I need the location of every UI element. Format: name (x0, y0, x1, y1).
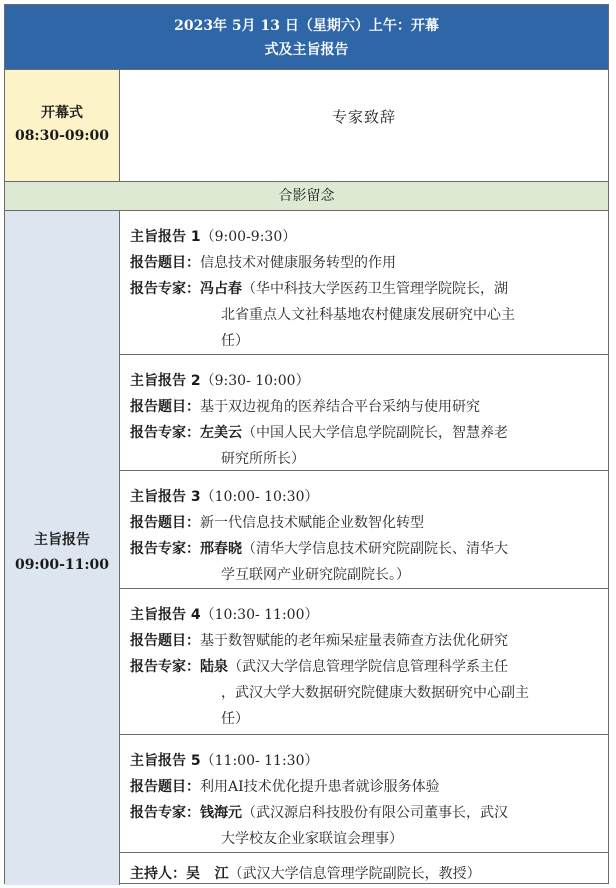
talk-heading: 主旨报告 2 (130, 373, 201, 389)
talk-title-line (130, 512, 424, 532)
speaker-affiliation: （清华大学信息技术研究院副院长、清华大 (242, 541, 508, 557)
header-line-1: 2023年 5月 13 日（星期六）上午：开幕 (174, 18, 439, 34)
speaker-affiliation-cont: 任） (221, 333, 249, 349)
talk-title-line (130, 776, 440, 796)
talk-title-line (130, 630, 508, 650)
talk-time: （11:00- 11:30） (200, 753, 319, 769)
talk-heading-line (130, 370, 310, 390)
keynote-talk-1 (120, 211, 608, 355)
opening-session-time: 08:30-09:00 (14, 128, 110, 144)
host-affiliation: （武汉大学信息管理学院副院长，教授） (228, 866, 481, 882)
speaker-name: 钱海元 (200, 805, 242, 821)
talk-expert-line (130, 656, 508, 676)
speaker-affiliation-cont: 任） (221, 711, 249, 727)
host-line (130, 863, 481, 883)
speaker-affiliation: （武汉大学信息管理学院信息管理科学系主任 (228, 659, 508, 675)
talk-title-line (130, 252, 396, 272)
speaker-name: 陆泉 (200, 659, 228, 675)
talk-title: 基于数智赋能的老年痴呆症量表筛查方法优化研究 (200, 633, 508, 649)
talk-expert-line (130, 802, 508, 822)
expert-label: 报告专家： (130, 659, 200, 675)
talk-expert-line (130, 538, 508, 558)
expert-label: 报告专家： (130, 541, 200, 557)
talk-time: （9:30- 10:00） (200, 373, 310, 389)
talk-time: （10:00- 10:30） (200, 489, 319, 505)
keynote-talk-2 (120, 355, 608, 471)
speaker-affiliation-cont: 北省重点人文社科基地农村健康发展研究中心主 (221, 307, 515, 323)
group-photo-row: 合影留念 (5, 182, 608, 211)
speaker-affiliation-cont: 大学校友企业家联谊会理事） (221, 831, 403, 847)
talk-heading: 主旨报告 3 (130, 489, 201, 505)
expert-label: 报告专家： (130, 425, 200, 441)
talk-title-line (130, 396, 480, 416)
keynote-talk-3 (120, 471, 608, 589)
host-row (120, 857, 608, 883)
speaker-affiliation: （中国人民大学信息学院副院长，智慧养老 (242, 425, 508, 441)
speaker-name: 邢春晓 (200, 541, 242, 557)
talk-title: 信息技术对健康服务转型的作用 (200, 255, 396, 271)
keynote-talk-4 (120, 589, 608, 735)
session-header (5, 5, 608, 70)
talk-time: （9:00-9:30） (200, 229, 297, 245)
talk-heading: 主旨报告 4 (130, 607, 201, 623)
title-label: 报告题目： (130, 779, 200, 795)
schedule-table (4, 4, 609, 884)
keynote-talk-5 (120, 735, 608, 853)
talk-heading-line (130, 226, 296, 246)
keynote-session-cell (5, 211, 120, 885)
keynote-session-time: 09:00-11:00 (14, 557, 110, 573)
speaker-name: 冯占春 (200, 281, 242, 297)
header-line-2: 式及主旨报告 (264, 42, 349, 58)
talk-title: 利用AI技术优化提升患者就诊服务体验 (200, 779, 440, 795)
talk-heading-line (130, 486, 319, 506)
speaker-affiliation-cont: 研究所所长） (221, 451, 305, 467)
opening-session-name: 开幕式 (41, 105, 83, 121)
talk-expert-line (130, 278, 508, 298)
expert-label: 报告专家： (130, 281, 200, 297)
talk-heading: 主旨报告 1 (130, 229, 201, 245)
talk-expert-line (130, 422, 508, 442)
talk-time: （10:30- 11:00） (200, 607, 319, 623)
opening-session-cell (5, 70, 120, 182)
talk-heading-line (130, 604, 319, 624)
speaker-affiliation: （华中科技大学医药卫生管理学院院长，湖 (242, 281, 508, 297)
expert-label: 报告专家： (130, 805, 200, 821)
title-label: 报告题目： (130, 515, 200, 531)
talk-heading-line (130, 750, 319, 770)
speaker-affiliation-cont: ，武汉大学大数据研究院健康大数据研究中心副主 (221, 685, 529, 701)
title-label: 报告题目： (130, 633, 200, 649)
talk-title: 基于双边视角的医养结合平台采纳与使用研究 (200, 399, 480, 415)
opening-content: 专家致辞 (331, 108, 396, 126)
speaker-affiliation-cont: 学互联网产业研究院副院长。） (221, 567, 410, 583)
talk-heading: 主旨报告 5 (130, 753, 201, 769)
opening-content-cell (120, 70, 608, 182)
keynote-session-name: 主旨报告 (34, 532, 90, 548)
host-name: 吴 江 (186, 866, 229, 882)
title-label: 报告题目： (130, 399, 200, 415)
title-label: 报告题目： (130, 255, 200, 271)
host-label: 主持人： (130, 866, 186, 882)
speaker-affiliation: （武汉源启科技股份有限公司董事长，武汉 (242, 805, 508, 821)
speaker-name: 左美云 (200, 425, 242, 441)
talk-title: 新一代信息技术赋能企业数智化转型 (200, 515, 424, 531)
